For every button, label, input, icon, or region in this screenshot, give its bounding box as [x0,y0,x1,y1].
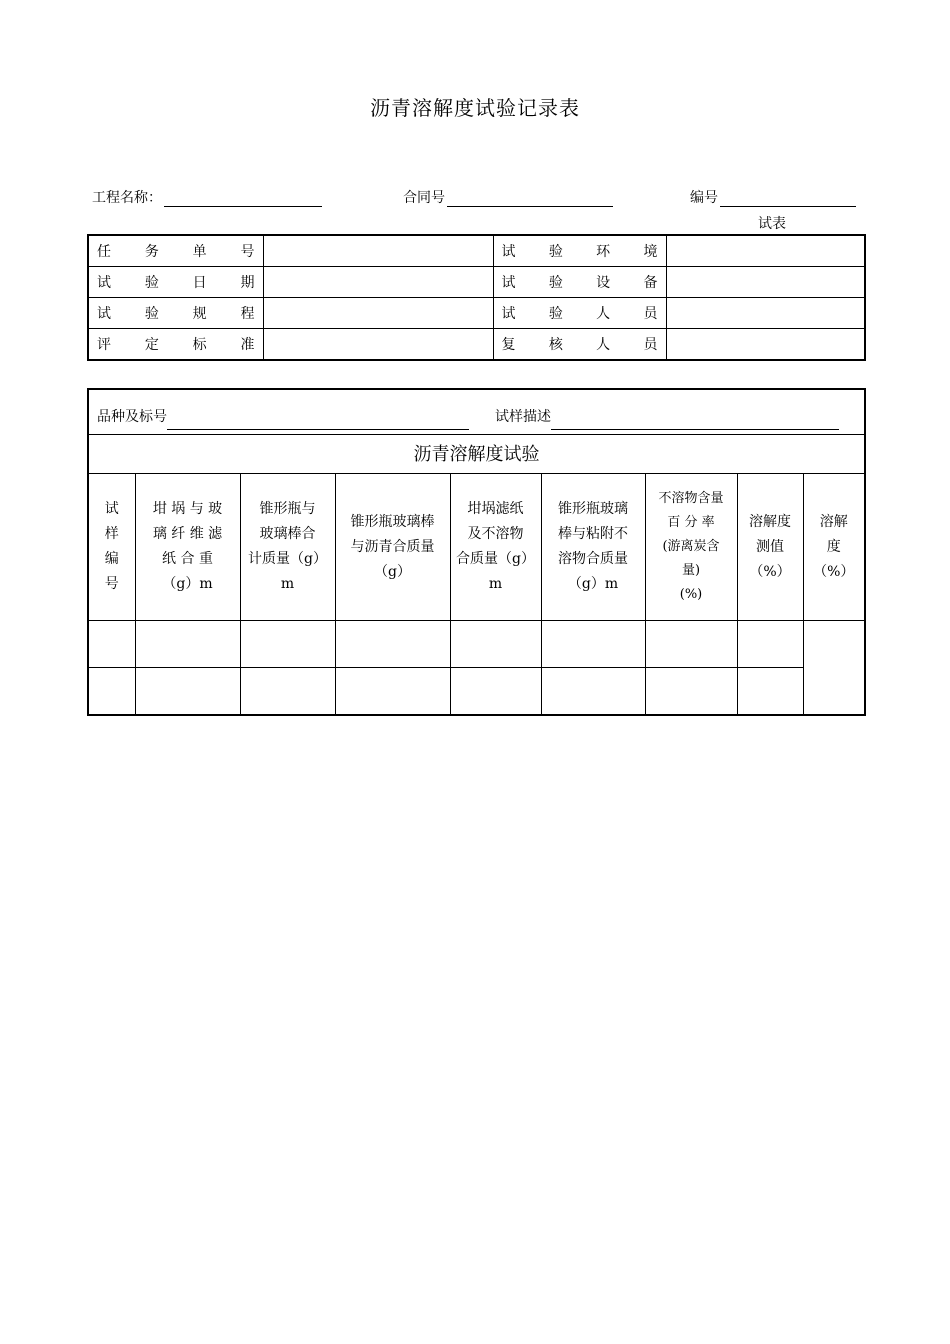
label-char: 务 [144,244,159,260]
col-crucible-filter-mass [135,474,240,621]
variety-line[interactable] [167,415,469,430]
header-line: 样 [104,526,119,542]
label-char: 试 [97,306,111,322]
col-crucible-insoluble-mass [450,474,541,621]
page-title: 沥青溶解度试验记录表 [370,96,580,120]
label-char: 期 [240,275,255,291]
label-char: 验 [548,306,563,322]
header-line: 合质量（g） [456,551,535,567]
label-char: 日 [192,275,207,291]
label-char: 人 [596,337,611,353]
header-line: (%) [679,587,703,602]
col-insoluble-percentage [645,474,737,621]
serial-number-line[interactable] [720,190,856,207]
project-name-label: 工程名称： [92,190,162,206]
header-line: 坩埚滤纸 [467,501,524,517]
header-line: 溶解度 [749,513,791,530]
header-line: （%） [749,563,791,580]
data-cell[interactable] [450,668,541,716]
label-char: 单 [192,244,207,260]
info-label-cell [88,267,263,298]
test-environment-value[interactable] [666,235,865,267]
label-char: 试 [501,275,516,291]
label-char: 程 [240,306,255,322]
data-cell[interactable] [737,668,803,716]
data-cell[interactable] [335,668,450,716]
contract-number-field [403,187,613,207]
header-line: 与沥青合质量 [350,538,435,555]
info-label-cell [493,329,666,361]
header-line: 计质量（g） [248,551,327,567]
test-equipment-value[interactable] [666,267,865,298]
col-flask-rod-insoluble-mass [541,474,645,621]
data-cell[interactable] [88,621,135,668]
header-line: 度 [826,538,841,555]
header-line: 不溶物含量 [658,491,724,506]
label-char: 规 [192,306,207,322]
header-line: (游离炭含 [662,539,720,554]
header-line: 及不溶物 [467,526,524,542]
label-char: 境 [643,244,658,260]
data-cell[interactable] [88,668,135,716]
serial-number-field [690,187,856,207]
label-char: 验 [548,275,563,291]
label-char: 核 [548,337,563,353]
data-cell[interactable] [135,668,240,716]
label-char: 复 [501,337,516,353]
header-line: 棒与粘附不 [558,526,628,542]
header-line: 锥形瓶玻璃棒 [350,513,435,530]
info-label-cell [88,235,263,267]
column-header-row [88,474,865,621]
label-char: 验 [144,275,159,291]
info-label-cell [493,235,666,267]
header-line: （g） [374,563,411,580]
label-char: 号 [240,244,255,260]
label-char: 员 [643,337,658,353]
label-char: 准 [240,337,255,353]
info-label-cell [493,298,666,329]
header-line: （%） [813,563,855,580]
label-char: 任 [97,244,111,260]
header-line: 试 [104,501,119,517]
form-code: 试表 [758,216,786,232]
header-line: 测值 [756,538,784,555]
sample-desc-label: 试样描述 [495,409,551,425]
header-line: 溶解 [819,513,848,530]
label-char: 定 [144,337,159,353]
table-row [88,668,865,716]
data-cell[interactable] [135,621,240,668]
data-cell[interactable] [240,621,335,668]
solubility-test-table [87,388,866,716]
section-title: 沥青溶解度试验 [88,435,865,474]
info-label-cell [88,298,263,329]
project-name-line[interactable] [164,190,322,207]
col-flask-rod-asphalt-mass [335,474,450,621]
header-line: （g）m [567,576,619,592]
data-cell[interactable] [737,621,803,668]
header-line: 号 [104,576,119,592]
info-row [88,329,865,361]
header-line: （g）m [162,576,213,592]
label-char: 评 [97,337,111,353]
reviewer-value[interactable] [666,329,865,361]
header-line: 溶物合质量 [558,551,628,567]
header-line: 锥形瓶与 [259,501,316,517]
evaluation-standard-value[interactable] [263,329,493,361]
sample-desc-line[interactable] [551,415,839,430]
label-char: 设 [596,275,611,291]
table-row [88,621,865,668]
contract-number-label: 合同号 [403,190,445,206]
data-cell[interactable] [803,621,865,716]
label-char: 环 [596,244,611,260]
info-row [88,267,865,298]
contract-number-line[interactable] [447,190,613,207]
col-solubility-measured [737,474,803,621]
test-personnel-value[interactable] [666,298,865,329]
info-row [88,235,865,267]
data-cell[interactable] [335,621,450,668]
header-line: 锥形瓶玻璃 [558,501,628,517]
label-char: 试 [501,244,516,260]
label-char: 试 [97,275,111,291]
project-name-field [92,187,322,207]
info-table [87,234,866,361]
label-char: 标 [192,337,207,353]
data-cell[interactable] [645,621,737,668]
header-line: 纸 合 重 [162,551,213,567]
col-flask-rod-mass [240,474,335,621]
serial-number-label: 编号 [690,190,718,206]
header-line: 璃 纤 维 滤 [152,526,223,542]
data-cell[interactable] [240,668,335,716]
label-char: 验 [548,244,563,260]
data-cell[interactable] [541,621,645,668]
header-line: 百 分 率 [667,515,715,530]
header-line: m [280,576,295,592]
info-label-cell [88,329,263,361]
info-label-cell [493,267,666,298]
header-line: 玻璃棒合 [259,526,316,542]
variety-cell [88,389,865,435]
section-title-row [88,435,865,474]
info-row [88,298,865,329]
col-sample-number [88,474,135,621]
test-date-value[interactable] [263,267,493,298]
header-line: 量) [681,563,701,578]
data-cell[interactable] [541,668,645,716]
label-char: 备 [643,275,658,291]
data-cell[interactable] [645,668,737,716]
label-char: 员 [643,306,658,322]
variety-row [88,389,865,435]
header-line: m [488,576,503,592]
label-char: 试 [501,306,516,322]
label-char: 人 [596,306,611,322]
task-number-value[interactable] [263,235,493,267]
data-cell[interactable] [450,621,541,668]
variety-label: 品种及标号 [97,409,167,425]
header-line: 坩 埚 与 玻 [152,501,223,517]
test-procedure-value[interactable] [263,298,493,329]
label-char: 验 [144,306,159,322]
col-solubility [803,474,865,621]
header-line: 编 [104,551,119,567]
